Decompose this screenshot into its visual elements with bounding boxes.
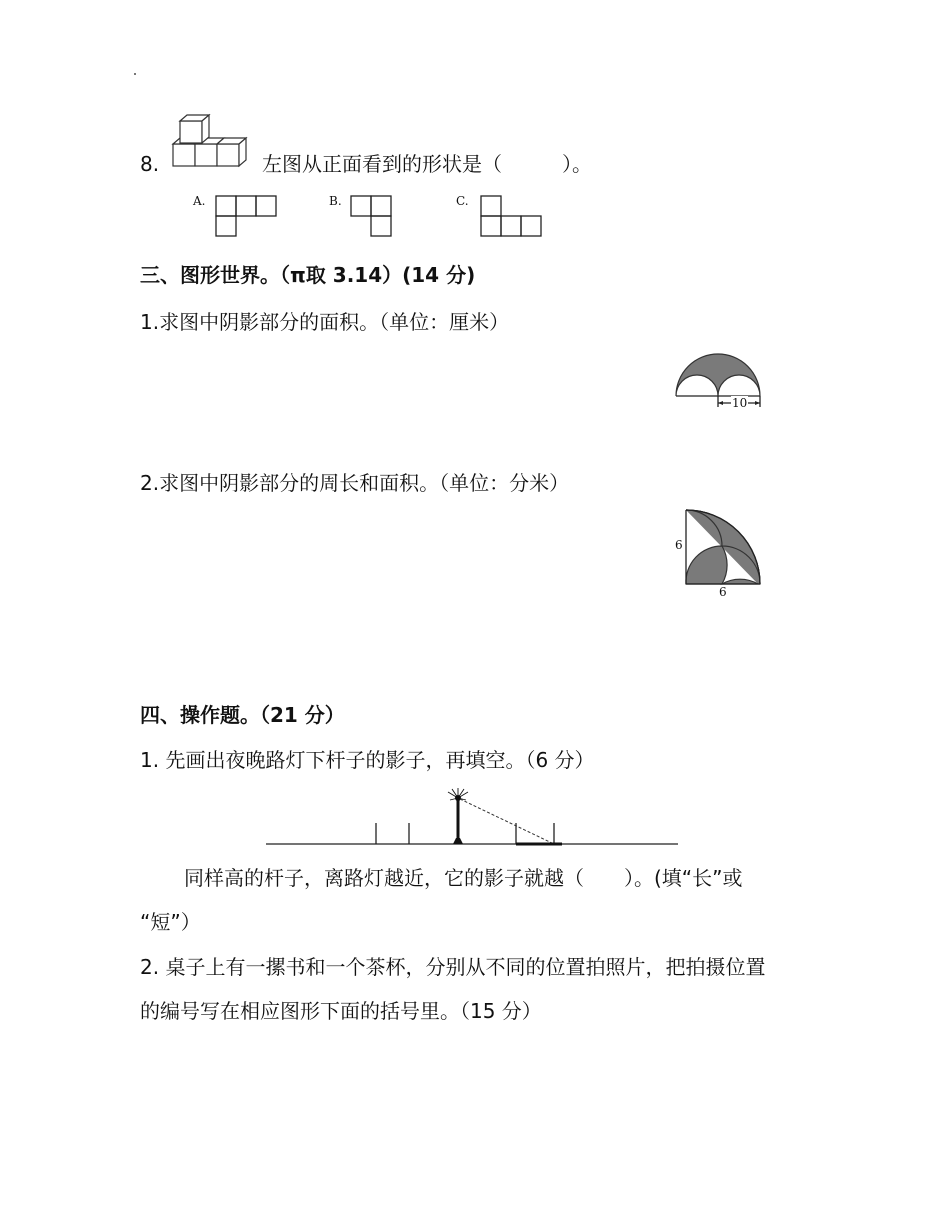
q8-text-before: 左图从正面看到的形状是（ xyxy=(262,152,502,176)
q8-number: 8. xyxy=(140,152,160,176)
s4-q2-line1: 2. 桌子上有一摞书和一个茶杯，分别从不同的位置拍照片，把拍摄位置 xyxy=(140,955,766,979)
quarter-circle-figure xyxy=(684,508,764,586)
section3-heading: 三、图形世界。（π取 3.14）(14 分) xyxy=(140,263,476,287)
option-c-figure xyxy=(480,195,542,239)
section4-heading: 四、操作题。（21 分） xyxy=(140,703,345,727)
s4-q1-fill-line2: “短”） xyxy=(140,910,201,934)
s4-q1-fill-mid: ）。(填“长”或 xyxy=(624,866,743,890)
option-a-figure xyxy=(215,195,277,239)
option-c-label: C. xyxy=(456,194,469,208)
s4-q1-fill-line1 xyxy=(184,864,743,892)
s3-q1-dim-label: 10 xyxy=(732,396,748,410)
street-lamp-figure xyxy=(266,786,680,848)
s3-q2-text: 2.求图中阴影部分的周长和面积。（单位：分米） xyxy=(140,471,570,495)
q8-text xyxy=(262,150,592,178)
page-dot xyxy=(134,73,136,75)
s3-q1-text: 1.求图中阴影部分的面积。（单位：厘米） xyxy=(140,310,510,334)
semicircle-figure xyxy=(672,350,767,412)
cube-stack-figure xyxy=(170,112,250,168)
s4-q2-line2: 的编号写在相应图形下面的括号里。（15 分） xyxy=(140,999,542,1023)
s3-q2-bottom-label: 6 xyxy=(719,585,727,599)
option-b-figure xyxy=(350,195,394,239)
option-a-label: A. xyxy=(193,194,206,208)
option-b-label: B. xyxy=(329,194,342,208)
q8-text-after: ）。 xyxy=(562,152,592,176)
s3-q2-side-label: 6 xyxy=(675,538,683,552)
s4-q1-text: 1. 先画出夜晚路灯下杆子的影子，再填空。（6 分） xyxy=(140,748,595,772)
s4-q1-fill-before: 同样高的杆子，离路灯越近，它的影子就越（ xyxy=(184,866,584,890)
